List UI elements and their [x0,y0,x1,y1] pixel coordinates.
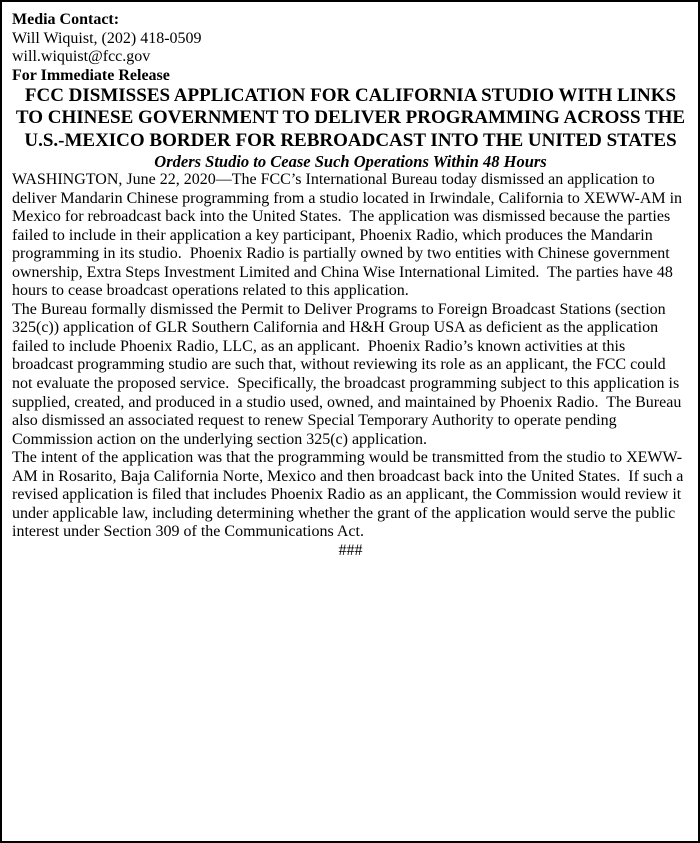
end-of-release-mark: ### [338,541,363,559]
release-line: For Immediate Release [12,66,170,84]
media-contact-name-phone: Will Wiquist, (202) 418-0509 [12,29,202,47]
body-paragraph-2: The Bureau formally dismissed the Permit to Deliver Programs to Foreign Broadcast Stations (section 325(c)) application of GLR Southern California and H&H Group USA as deficient as the application failed to include Phoenix Radio, LLC, as an applicant. Phoenix Radio’s known activities at this broadcast programming studio are such that, without reviewing its role as an applicant, the FCC could not evaluate the proposed service. Specifically, the broadcast programming subject to this application is supplied, created, and produced in a studio used, owned, and maintained by Phoenix Radio. The Bureau also dismissed an associated request to renew Special Temporary Authority to operate pending Commission action on the underlying section 325(c) application. [12,300,686,448]
headline: FCC DISMISSES APPLICATION FOR CALIFORNIA STUDIO WITH LINKS TO CHINESE GOVERNMENT TO DELIVER PROGRAMMING ACROSS THE U.S.-MEXICO BORDER FOR REBROADCAST INTO THE UNITED STATES [15,85,686,151]
media-contact-label: Media Contact: [12,11,120,28]
media-contact-email: will.wiquist@fcc.gov [12,48,151,66]
subheadline: Orders Studio to Cease Such Operations Within 48 Hours [154,151,547,171]
body-paragraph-3: The intent of the application was that the programming would be transmitted from the studio to XEWW-AM in Rosarito, Baja California Norte, Mexico and then broadcast back into the United States. If such a revised application is filed that includes Phoenix Radio as an applicant, the Commission would review it under applicable law, including determining whether the grant of the application would serve the public interest under Section 309 of the Communications Act. [12,449,688,541]
media-contact-block [12,11,689,67]
body-paragraph-1: WASHINGTON, June 22, 2020—The FCC’s International Bureau today dismissed an application to deliver Mandarin Chinese programming from a studio located in Irwindale, California to XEWW-AM in Mexico for rebroadcast back into the United States. The application was dismissed because the parties failed to include in their application a key participant, Phoenix Radio, which produces the Mandarin programming in its studio. Phoenix Radio is partially owned by two entities with Chinese government ownership, Extra Steps Investment Limited and China Wise International Limited. The parties have 48 hours to cease broadcast operations related to this application. [12,170,687,300]
